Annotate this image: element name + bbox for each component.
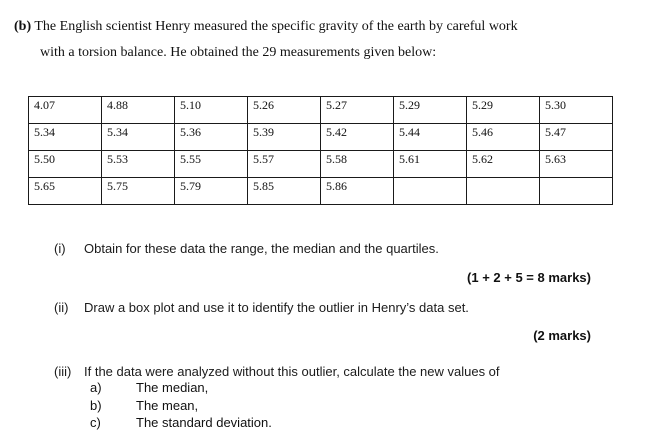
intro-line-1: The English scientist Henry measured the specific gravity of the earth by careful work — [34, 19, 518, 34]
table-cell: 5.61 — [394, 151, 467, 178]
table-row — [29, 97, 613, 124]
table-cell: 5.30 — [540, 97, 613, 124]
question-ii-number: (ii) — [54, 300, 69, 315]
part-a-label: a) — [90, 380, 102, 395]
intro-line-2: with a torsion balance. He obtained the 29 measurements given below: — [40, 45, 437, 60]
table-cell: 5.29 — [467, 97, 540, 124]
table-cell: 5.42 — [321, 124, 394, 151]
table-cell: 5.46 — [467, 124, 540, 151]
table-cell: 5.34 — [102, 124, 175, 151]
table-row — [29, 151, 613, 178]
table-cell: 5.34 — [29, 124, 102, 151]
table-cell: 5.36 — [175, 124, 248, 151]
table-cell: 5.63 — [540, 151, 613, 178]
question-i — [54, 241, 439, 256]
table-cell: 5.58 — [321, 151, 394, 178]
part-label: (b) — [14, 19, 32, 34]
part-a-text: The median, — [136, 380, 209, 395]
table-cell: 5.53 — [102, 151, 175, 178]
question-ii — [54, 300, 469, 315]
table-cell: 5.26 — [248, 97, 321, 124]
table-cell: 5.86 — [321, 178, 394, 205]
table-cell: 4.07 — [29, 97, 102, 124]
table-cell: 5.10 — [175, 97, 248, 124]
table-cell: 5.57 — [248, 151, 321, 178]
table-cell — [394, 178, 467, 205]
table-cell: 5.85 — [248, 178, 321, 205]
table-cell: 5.79 — [175, 178, 248, 205]
part-c-label: c) — [90, 415, 101, 430]
question-iii — [54, 364, 500, 379]
table-cell: 5.27 — [321, 97, 394, 124]
table-cell: 4.88 — [102, 97, 175, 124]
measurements-table — [28, 96, 613, 205]
question-ii-marks: (2 marks) — [533, 328, 591, 343]
table-cell: 5.50 — [29, 151, 102, 178]
table-row — [29, 124, 613, 151]
question-iii-number: (iii) — [54, 364, 72, 379]
question-iii-part-b — [90, 398, 198, 413]
question-i-text: Obtain for these data the range, the median and the quartiles. — [84, 241, 439, 256]
table-cell — [467, 178, 540, 205]
table-cell: 5.55 — [175, 151, 248, 178]
table-cell: 5.65 — [29, 178, 102, 205]
table-row — [29, 178, 613, 205]
question-i-number: (i) — [54, 241, 66, 256]
part-b-label: b) — [90, 398, 102, 413]
table-cell — [540, 178, 613, 205]
question-i-marks: (1 + 2 + 5 = 8 marks) — [467, 270, 591, 285]
question-iii-text: If the data were analyzed without this outlier, calculate the new values of — [84, 364, 500, 379]
question-intro — [14, 14, 614, 66]
table-cell: 5.62 — [467, 151, 540, 178]
table-cell: 5.75 — [102, 178, 175, 205]
table-cell: 5.47 — [540, 124, 613, 151]
table-cell: 5.29 — [394, 97, 467, 124]
part-b-text: The mean, — [136, 398, 199, 413]
part-c-text: The standard deviation. — [136, 415, 272, 430]
question-iii-part-a — [90, 380, 208, 395]
question-ii-text: Draw a box plot and use it to identify the outlier in Henry’s data set. — [84, 300, 469, 315]
question-iii-part-c — [90, 415, 272, 430]
table-cell: 5.39 — [248, 124, 321, 151]
table-cell: 5.44 — [394, 124, 467, 151]
